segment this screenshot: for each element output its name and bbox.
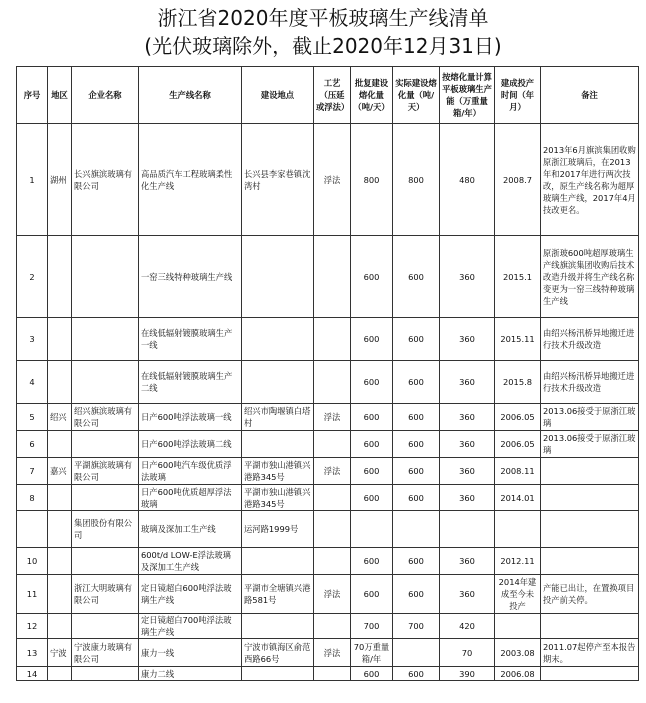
table-cell xyxy=(48,614,72,639)
table-cell: 2015.8 xyxy=(495,361,541,404)
column-header: 地区 xyxy=(48,67,72,124)
table-cell: 600 xyxy=(393,318,440,361)
table-cell xyxy=(541,458,639,485)
table-cell: 浮法 xyxy=(314,458,351,485)
table-cell: 480 xyxy=(440,124,495,236)
table-cell: 5 xyxy=(17,404,48,431)
table-cell xyxy=(72,485,139,511)
table-cell xyxy=(314,614,351,639)
table-cell: 平湖市独山港镇兴港路345号 xyxy=(242,485,314,511)
table-row xyxy=(17,639,639,667)
column-header: 实际建设熔化量（吨/天） xyxy=(393,67,440,124)
table-cell xyxy=(48,361,72,404)
table-cell: 700 xyxy=(351,614,393,639)
table-cell: 由绍兴杨汛桥异地搬迁进行技术升级改造 xyxy=(541,361,639,404)
table-cell: 2015.1 xyxy=(495,236,541,318)
table-cell xyxy=(242,361,314,404)
table-cell: 600 xyxy=(393,458,440,485)
table-cell: 嘉兴 xyxy=(48,458,72,485)
table-cell xyxy=(48,575,72,614)
table-cell: 2014.01 xyxy=(495,485,541,511)
table-cell: 湖州 xyxy=(48,124,72,236)
table-cell: 360 xyxy=(440,548,495,575)
table-cell: 700 xyxy=(393,614,440,639)
table-cell: 高品质汽车工程玻璃柔性化生产线 xyxy=(139,124,242,236)
table-cell: 3 xyxy=(17,318,48,361)
table-cell: 600 xyxy=(393,404,440,431)
table-cell: 7 xyxy=(17,458,48,485)
column-header: 建设地点 xyxy=(242,67,314,124)
table-cell xyxy=(72,361,139,404)
table-cell: 600 xyxy=(393,361,440,404)
table-cell: 浮法 xyxy=(314,404,351,431)
table-cell xyxy=(48,667,72,681)
table-cell xyxy=(242,548,314,575)
table-cell: 日产600吨汽车级优质浮法玻璃 xyxy=(139,458,242,485)
column-header: 生产线名称 xyxy=(139,67,242,124)
table-cell xyxy=(314,236,351,318)
table-cell: 玻璃及深加工生产线 xyxy=(139,511,242,548)
table-cell xyxy=(541,667,639,681)
table-cell: 600 xyxy=(351,667,393,681)
table-row xyxy=(17,458,639,485)
table-cell: 宁波市镇海区俞范西路66号 xyxy=(242,639,314,667)
table-cell: 浮法 xyxy=(314,124,351,236)
table-cell: 360 xyxy=(440,431,495,458)
table-cell xyxy=(242,318,314,361)
table-cell: 绍兴市陶堰镇白塔村 xyxy=(242,404,314,431)
table-cell xyxy=(48,431,72,458)
table-cell xyxy=(314,361,351,404)
table-cell: 2 xyxy=(17,236,48,318)
table-cell: 420 xyxy=(440,614,495,639)
table-cell: 浮法 xyxy=(314,639,351,667)
table-cell xyxy=(314,548,351,575)
table-row xyxy=(17,361,639,404)
table-cell: 6 xyxy=(17,431,48,458)
table-cell: 1 xyxy=(17,124,48,236)
table-cell: 600 xyxy=(351,361,393,404)
table-cell: 360 xyxy=(440,404,495,431)
table-cell: 800 xyxy=(393,124,440,236)
table-cell: 600 xyxy=(351,404,393,431)
table-cell: 600 xyxy=(393,575,440,614)
table-cell xyxy=(72,667,139,681)
table-cell: 360 xyxy=(440,236,495,318)
table-cell xyxy=(72,614,139,639)
table-cell: 在线低辐射镀膜玻璃生产二线 xyxy=(139,361,242,404)
table-cell: 600 xyxy=(351,236,393,318)
table-cell: 360 xyxy=(440,575,495,614)
column-header: 按熔化量计算平板玻璃生产能（万重量箱/年） xyxy=(440,67,495,124)
table-cell: 康力一线 xyxy=(139,639,242,667)
table-row xyxy=(17,236,639,318)
table-cell xyxy=(242,614,314,639)
table-cell: 运河路1999号 xyxy=(242,511,314,548)
table-cell: 360 xyxy=(440,485,495,511)
table-cell: 长兴县李家巷镇沈湾村 xyxy=(242,124,314,236)
table-cell: 600 xyxy=(393,485,440,511)
table-cell: 日产600吨浮法玻璃一线 xyxy=(139,404,242,431)
table-cell: 11 xyxy=(17,575,48,614)
table-cell: 日产600吨浮法玻璃二线 xyxy=(139,431,242,458)
table-cell xyxy=(242,236,314,318)
table-cell: 宁波 xyxy=(48,639,72,667)
table-cell: 13 xyxy=(17,639,48,667)
table-cell xyxy=(351,511,393,548)
table-cell: 2008.11 xyxy=(495,458,541,485)
table-cell xyxy=(541,511,639,548)
table-row xyxy=(17,548,639,575)
table-row xyxy=(17,404,639,431)
table-cell: 在线低辐射镀膜玻璃生产一线 xyxy=(139,318,242,361)
table-cell: 14 xyxy=(17,667,48,681)
table-cell: 600 xyxy=(393,667,440,681)
table-cell: 600 xyxy=(351,458,393,485)
column-header: 批复建设熔化量（吨/天） xyxy=(351,67,393,124)
table-cell: 康力二线 xyxy=(139,667,242,681)
column-header: 序号 xyxy=(17,67,48,124)
table-cell: 平湖旗滨玻璃有限公司 xyxy=(72,458,139,485)
table-row xyxy=(17,318,639,361)
table-cell xyxy=(48,485,72,511)
table-cell: 12 xyxy=(17,614,48,639)
table-cell: 4 xyxy=(17,361,48,404)
table-cell xyxy=(314,485,351,511)
column-header: 建成投产时间（年月） xyxy=(495,67,541,124)
table-cell: 8 xyxy=(17,485,48,511)
table-cell: 2013.06接受于原浙江玻璃 xyxy=(541,431,639,458)
table-cell: 日产600吨优质超厚浮法玻璃 xyxy=(139,485,242,511)
table-row xyxy=(17,575,639,614)
table-cell xyxy=(314,318,351,361)
column-header: 企业名称 xyxy=(72,67,139,124)
table-row xyxy=(17,124,639,236)
table-cell: 2015.11 xyxy=(495,318,541,361)
table-cell: 平湖市独山港镇兴港路345号 xyxy=(242,458,314,485)
table-cell: 10 xyxy=(17,548,48,575)
table-cell: 2012.11 xyxy=(495,548,541,575)
column-header: 备注 xyxy=(541,67,639,124)
table-cell: 由绍兴杨汛桥异地搬迁进行技术升级改造 xyxy=(541,318,639,361)
table-cell: 2006.05 xyxy=(495,431,541,458)
table-cell xyxy=(314,431,351,458)
table-cell xyxy=(72,318,139,361)
table-cell: 70 xyxy=(440,639,495,667)
table-cell: 600t/d LOW-E浮法玻璃及深加工生产线 xyxy=(139,548,242,575)
table-cell: 绍兴旗滨玻璃有限公司 xyxy=(72,404,139,431)
table-cell xyxy=(541,548,639,575)
table-cell xyxy=(242,667,314,681)
table-cell: 宁波康力玻璃有限公司 xyxy=(72,639,139,667)
table-cell: 2003.08 xyxy=(495,639,541,667)
table-cell xyxy=(242,431,314,458)
table-cell xyxy=(541,614,639,639)
table-cell xyxy=(314,511,351,548)
table-cell xyxy=(541,485,639,511)
table-cell: 长兴旗滨玻璃有限公司 xyxy=(72,124,139,236)
table-cell xyxy=(495,511,541,548)
table-row xyxy=(17,511,639,548)
table-cell: 600 xyxy=(393,548,440,575)
table-cell: 定日镜超白700吨浮法玻璃生产线 xyxy=(139,614,242,639)
table-cell xyxy=(393,639,440,667)
page-subtitle: (光伏玻璃除外，截止2020年12月31日) xyxy=(144,34,502,58)
table-cell: 绍兴 xyxy=(48,404,72,431)
table-cell xyxy=(495,614,541,639)
table-row xyxy=(17,431,639,458)
table-cell: 800 xyxy=(351,124,393,236)
table-cell xyxy=(72,431,139,458)
table-cell: 600 xyxy=(351,318,393,361)
table-header-row xyxy=(17,67,639,124)
table-row xyxy=(17,667,639,681)
table-cell: 360 xyxy=(440,458,495,485)
table-cell xyxy=(314,667,351,681)
table-cell: 定日镜超白600吨浮法玻璃生产线 xyxy=(139,575,242,614)
table-cell: 390 xyxy=(440,667,495,681)
table-cell: 2013.06接受于原浙江玻璃 xyxy=(541,404,639,431)
table-cell: 浙江大明玻璃有限公司 xyxy=(72,575,139,614)
table-cell: 平湖市全塘镇兴港路581号 xyxy=(242,575,314,614)
table-cell: 2013年6月旗滨集团收购原浙江玻璃后，在2013年和2017年进行两次技改，原生产线名称为超厚玻璃生产线，2017年4月技改更名。 xyxy=(541,124,639,236)
table-cell: 一窑三线特种玻璃生产线 xyxy=(139,236,242,318)
table-cell xyxy=(17,511,48,548)
table-cell: 原浙玻600吨超厚玻璃生产线旗滨集团收购后技术改造升级并将生产线名称变更为一窑三线特种玻璃生产线 xyxy=(541,236,639,318)
table-cell: 集团股份有限公司 xyxy=(72,511,139,548)
column-header: 工艺（压延或浮法） xyxy=(314,67,351,124)
table-cell: 产能已出让，在置换项目投产前关停。 xyxy=(541,575,639,614)
table-cell xyxy=(48,548,72,575)
table-cell xyxy=(48,511,72,548)
table-cell: 600 xyxy=(351,485,393,511)
table-cell: 360 xyxy=(440,318,495,361)
table-cell: 2008.7 xyxy=(495,124,541,236)
table-cell: 浮法 xyxy=(314,575,351,614)
table-cell: 70万重量箱/年 xyxy=(351,639,393,667)
table-cell: 600 xyxy=(351,575,393,614)
table-cell xyxy=(393,511,440,548)
table-body xyxy=(17,124,639,681)
table-cell: 600 xyxy=(351,431,393,458)
table-cell xyxy=(48,236,72,318)
production-line-table xyxy=(16,66,639,681)
table-cell: 2006.08 xyxy=(495,667,541,681)
table-cell: 600 xyxy=(393,236,440,318)
table-cell: 600 xyxy=(393,431,440,458)
table-cell: 2011.07起停产至本报告期末。 xyxy=(541,639,639,667)
page-title: 浙江省2020年度平板玻璃生产线清单 xyxy=(157,6,489,30)
table-cell: 2014年建成至今未投产 xyxy=(495,575,541,614)
table-cell xyxy=(48,318,72,361)
table-row xyxy=(17,614,639,639)
table-cell xyxy=(72,236,139,318)
table-row xyxy=(17,485,639,511)
table-cell xyxy=(72,548,139,575)
table-cell: 600 xyxy=(351,548,393,575)
table-cell: 2006.05 xyxy=(495,404,541,431)
table-cell: 360 xyxy=(440,361,495,404)
table-cell xyxy=(440,511,495,548)
